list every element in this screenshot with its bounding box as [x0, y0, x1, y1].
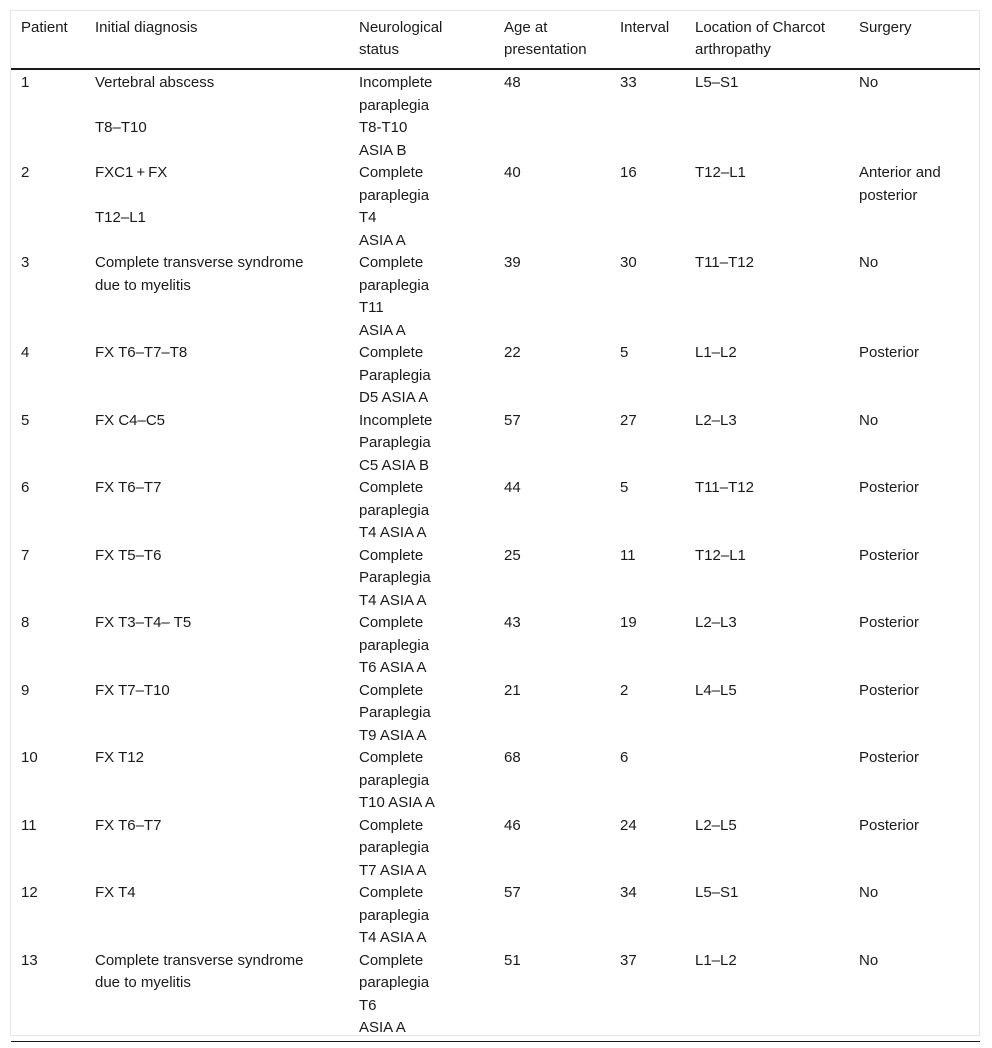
- cell-location: L1–L2: [685, 950, 849, 1042]
- cell-neurological-status-line: Complete: [359, 254, 424, 271]
- cell-location: T12–L1: [695, 546, 746, 564]
- cell-neurological-status-line: Complete: [359, 884, 424, 901]
- cell-age: 44: [504, 479, 521, 496]
- cell-initial-diagnosis-line: FX T6–T7–T8: [95, 344, 188, 361]
- cell-initial-diagnosis: [85, 69, 349, 162]
- cell-age: 57: [504, 884, 521, 901]
- table-row: [11, 882, 980, 950]
- cell-interval: 24: [620, 816, 637, 834]
- cell-initial-diagnosis: [85, 545, 349, 613]
- cell-neurological-status-line: T11: [359, 299, 384, 316]
- cell-neurological-status: [349, 410, 494, 478]
- cell-initial-diagnosis-line: FX C4–C5: [95, 411, 166, 429]
- cell-neurological-status-line: Complete: [359, 344, 424, 361]
- cell-initial-diagnosis: [85, 252, 349, 342]
- table-row: [11, 815, 980, 883]
- cell-initial-diagnosis: [85, 477, 349, 545]
- cell-neurological-status-line: Paraplegia: [359, 434, 431, 451]
- cell-surgery: Posterior: [859, 816, 920, 834]
- header-row: [11, 11, 980, 69]
- cell-neurological-status-line: paraplegia: [359, 906, 430, 924]
- cell-neurological-status: [349, 882, 494, 950]
- col-header-patient: Patient: [11, 11, 85, 69]
- cell-neurological-status-line: T6 ASIA A: [359, 659, 427, 676]
- cell-location: L2–L5: [695, 816, 737, 834]
- col-header-age-at-presentation: Age at presentation: [494, 11, 610, 69]
- table-row: [11, 410, 980, 478]
- cell-neurological-status: [349, 477, 494, 545]
- cell-initial-diagnosis: [85, 747, 349, 815]
- cell-patient: 4: [21, 344, 30, 361]
- table-row: [11, 162, 980, 252]
- cell-initial-diagnosis-line: T12–L1: [95, 209, 146, 226]
- cell-surgery: Anterior and posterior: [859, 164, 941, 204]
- table-row: [11, 747, 980, 815]
- col-header-interval: Interval: [610, 11, 685, 69]
- cell-surgery: No: [849, 950, 980, 1042]
- cell-neurological-status-line: Complete: [359, 951, 424, 969]
- cell-initial-diagnosis: [85, 342, 349, 410]
- cell-neurological-status-line: paraplegia: [359, 501, 430, 519]
- cell-age: 68: [504, 749, 521, 766]
- cell-neurological-status-line: D5 ASIA A: [359, 389, 429, 406]
- cell-neurological-status-line: Complete: [359, 479, 424, 496]
- cell-neurological-status: [349, 950, 494, 1042]
- cell-neurological-status-line: paraplegia: [359, 276, 430, 294]
- table-row: [11, 680, 980, 748]
- cell-initial-diagnosis-line: Vertebral abscess: [95, 74, 215, 91]
- cell-initial-diagnosis: [85, 882, 349, 950]
- cell-neurological-status-line: T4: [359, 209, 377, 226]
- cell-neurological-status-line: T6: [359, 996, 377, 1014]
- cell-initial-diagnosis-line: [95, 185, 339, 208]
- cell-surgery: No: [859, 411, 879, 429]
- cell-patient: 2: [21, 164, 30, 181]
- cell-patient: 10: [21, 749, 38, 766]
- col-header-initial-diagnosis: Initial diagnosis: [85, 11, 349, 69]
- cell-initial-diagnosis: [85, 815, 349, 883]
- cell-interval: 16: [620, 164, 637, 181]
- cell-neurological-status-line: T9 ASIA A: [359, 726, 427, 744]
- cell-neurological-status-line: T8-T10: [359, 119, 408, 136]
- cell-neurological-status: [349, 612, 494, 680]
- cell-patient: 6: [21, 479, 30, 496]
- cell-neurological-status: [349, 747, 494, 815]
- cell-initial-diagnosis-line: due to myelitis: [95, 276, 191, 294]
- cell-age: 57: [504, 411, 521, 429]
- col-header-location: Location of Charcot arthropathy: [685, 11, 849, 69]
- cell-interval: 30: [620, 254, 637, 271]
- cell-neurological-status: [349, 252, 494, 342]
- cell-surgery: Posterior: [859, 681, 920, 699]
- cell-neurological-status-line: paraplegia: [359, 771, 430, 789]
- cell-location: T11–T12: [695, 254, 754, 271]
- cell-age: 25: [504, 546, 521, 564]
- table-row: [11, 477, 980, 545]
- cell-interval: 27: [620, 411, 637, 429]
- cell-neurological-status-line: ASIA B: [359, 141, 407, 159]
- cell-location: T12–L1: [695, 164, 746, 181]
- cell-neurological-status-line: paraplegia: [359, 839, 430, 856]
- cell-initial-diagnosis-line: T8–T10: [95, 119, 147, 136]
- cell-age: 22: [504, 344, 521, 361]
- cell-initial-diagnosis-line: FX T5–T6: [95, 546, 162, 564]
- cell-interval: 5: [620, 479, 629, 496]
- cell-neurological-status-line: paraplegia: [359, 186, 430, 204]
- cell-neurological-status-line: Incomplete: [359, 411, 433, 429]
- cell-neurological-status-line: T7 ASIA A: [359, 861, 427, 879]
- cell-neurological-status-line: Incomplete: [359, 74, 433, 91]
- cell-neurological-status-line: Complete: [359, 816, 424, 834]
- cell-initial-diagnosis: [85, 162, 349, 252]
- cell-surgery: Posterior: [859, 479, 920, 496]
- cell-interval: 2: [620, 681, 629, 699]
- cell-initial-diagnosis-line: FXC1 + FX: [95, 164, 168, 181]
- cell-initial-diagnosis-line: FX T12: [95, 749, 144, 766]
- cell-age: 21: [504, 681, 521, 699]
- cell-patient: 1: [21, 74, 30, 91]
- cell-location: L2–L3: [695, 614, 737, 631]
- cell-neurological-status: [349, 680, 494, 748]
- cell-neurological-status-line: ASIA A: [359, 231, 406, 249]
- cell-neurological-status-line: T4 ASIA A: [359, 591, 427, 609]
- cell-initial-diagnosis-line: [95, 95, 339, 118]
- cell-location: [685, 747, 849, 815]
- table-row: [11, 950, 980, 1042]
- table-row: [11, 252, 980, 342]
- cell-surgery: No: [859, 254, 879, 271]
- cell-patient: 7: [21, 546, 30, 564]
- cell-initial-diagnosis-line: Complete transverse syndrome: [95, 951, 304, 969]
- cell-patient: 13: [11, 950, 85, 1042]
- table-row: [11, 612, 980, 680]
- cell-neurological-status-line: Complete: [359, 681, 424, 699]
- cell-location: L5–S1: [695, 74, 739, 91]
- cell-location: L5–S1: [695, 884, 739, 901]
- cell-interval: 33: [620, 74, 637, 91]
- cell-neurological-status: [349, 815, 494, 883]
- table-body: [11, 69, 980, 1041]
- cell-initial-diagnosis: [85, 950, 349, 1042]
- cell-patient: 11: [21, 816, 37, 834]
- cell-initial-diagnosis-line: FX T4: [95, 884, 136, 901]
- cell-neurological-status: [349, 342, 494, 410]
- cell-neurological-status-line: Paraplegia: [359, 704, 431, 721]
- cell-neurological-status-line: Complete: [359, 614, 424, 631]
- cell-neurological-status-line: C5 ASIA B: [359, 456, 430, 474]
- cell-interval: 6: [620, 749, 629, 766]
- patients-table: [11, 11, 980, 1042]
- cell-patient: 9: [21, 681, 30, 699]
- cell-patient: 12: [21, 884, 38, 901]
- cell-age: 40: [504, 164, 521, 181]
- cell-age: 51: [494, 950, 610, 1042]
- cell-initial-diagnosis-line: FX T6–T7: [95, 479, 162, 496]
- cell-patient: 3: [21, 254, 30, 271]
- cell-surgery: No: [859, 74, 879, 91]
- col-header-surgery: Surgery: [849, 11, 980, 69]
- cell-location: L2–L3: [695, 411, 737, 429]
- cell-neurological-status: [349, 545, 494, 613]
- cell-initial-diagnosis: [85, 612, 349, 680]
- cell-neurological-status-line: paraplegia: [359, 974, 430, 991]
- cell-surgery: Posterior: [859, 749, 920, 766]
- cell-neurological-status-line: T10 ASIA A: [359, 794, 435, 811]
- table-row: [11, 342, 980, 410]
- cell-initial-diagnosis-line: FX T6–T7: [95, 816, 162, 834]
- col-header-neurological-status: Neurological status: [349, 11, 494, 69]
- cell-surgery: Posterior: [859, 546, 920, 564]
- cell-neurological-status-line: Paraplegia: [359, 366, 431, 384]
- cell-initial-diagnosis: [85, 410, 349, 478]
- cell-neurological-status-line: ASIA A: [359, 321, 406, 339]
- cell-neurological-status-line: paraplegia: [359, 636, 430, 654]
- cell-initial-diagnosis-line: due to myelitis: [95, 974, 191, 991]
- cell-initial-diagnosis-line: FX T7–T10: [95, 681, 170, 699]
- cell-neurological-status-line: paraplegia: [359, 96, 430, 114]
- cell-age: 46: [504, 816, 521, 834]
- cell-age: 48: [504, 74, 521, 91]
- cell-surgery: Posterior: [859, 344, 920, 361]
- cell-location: L1–L2: [695, 344, 737, 361]
- cell-surgery: Posterior: [859, 614, 920, 631]
- cell-surgery: No: [859, 884, 879, 901]
- cell-neurological-status: [349, 162, 494, 252]
- cell-neurological-status-line: Complete: [359, 546, 424, 564]
- cell-location: L4–L5: [695, 681, 737, 699]
- cell-patient: 5: [21, 411, 30, 429]
- cell-location: T11–T12: [695, 479, 754, 496]
- table-row: [11, 69, 980, 162]
- cell-neurological-status: [349, 69, 494, 162]
- cell-age: 39: [504, 254, 521, 271]
- cell-interval: 11: [620, 546, 636, 564]
- cell-neurological-status-line: Complete: [359, 749, 424, 766]
- cell-interval: 19: [620, 614, 637, 631]
- table-header: [11, 11, 980, 69]
- cell-interval: 5: [620, 344, 629, 361]
- cell-initial-diagnosis: [85, 680, 349, 748]
- cell-initial-diagnosis-line: FX T3–T4– T5: [95, 614, 192, 631]
- cell-interval: 34: [620, 884, 637, 901]
- cell-neurological-status-line: Complete: [359, 164, 424, 181]
- cell-patient: 8: [21, 614, 30, 631]
- cell-initial-diagnosis-line: Complete transverse syndrome: [95, 254, 304, 271]
- cell-neurological-status-line: ASIA A: [359, 1019, 406, 1036]
- cell-neurological-status-line: Paraplegia: [359, 569, 431, 586]
- cell-interval: 37: [610, 950, 685, 1042]
- table-row: [11, 545, 980, 613]
- cell-neurological-status-line: T4 ASIA A: [359, 524, 427, 541]
- cell-age: 43: [504, 614, 521, 631]
- cell-neurological-status-line: T4 ASIA A: [359, 929, 427, 946]
